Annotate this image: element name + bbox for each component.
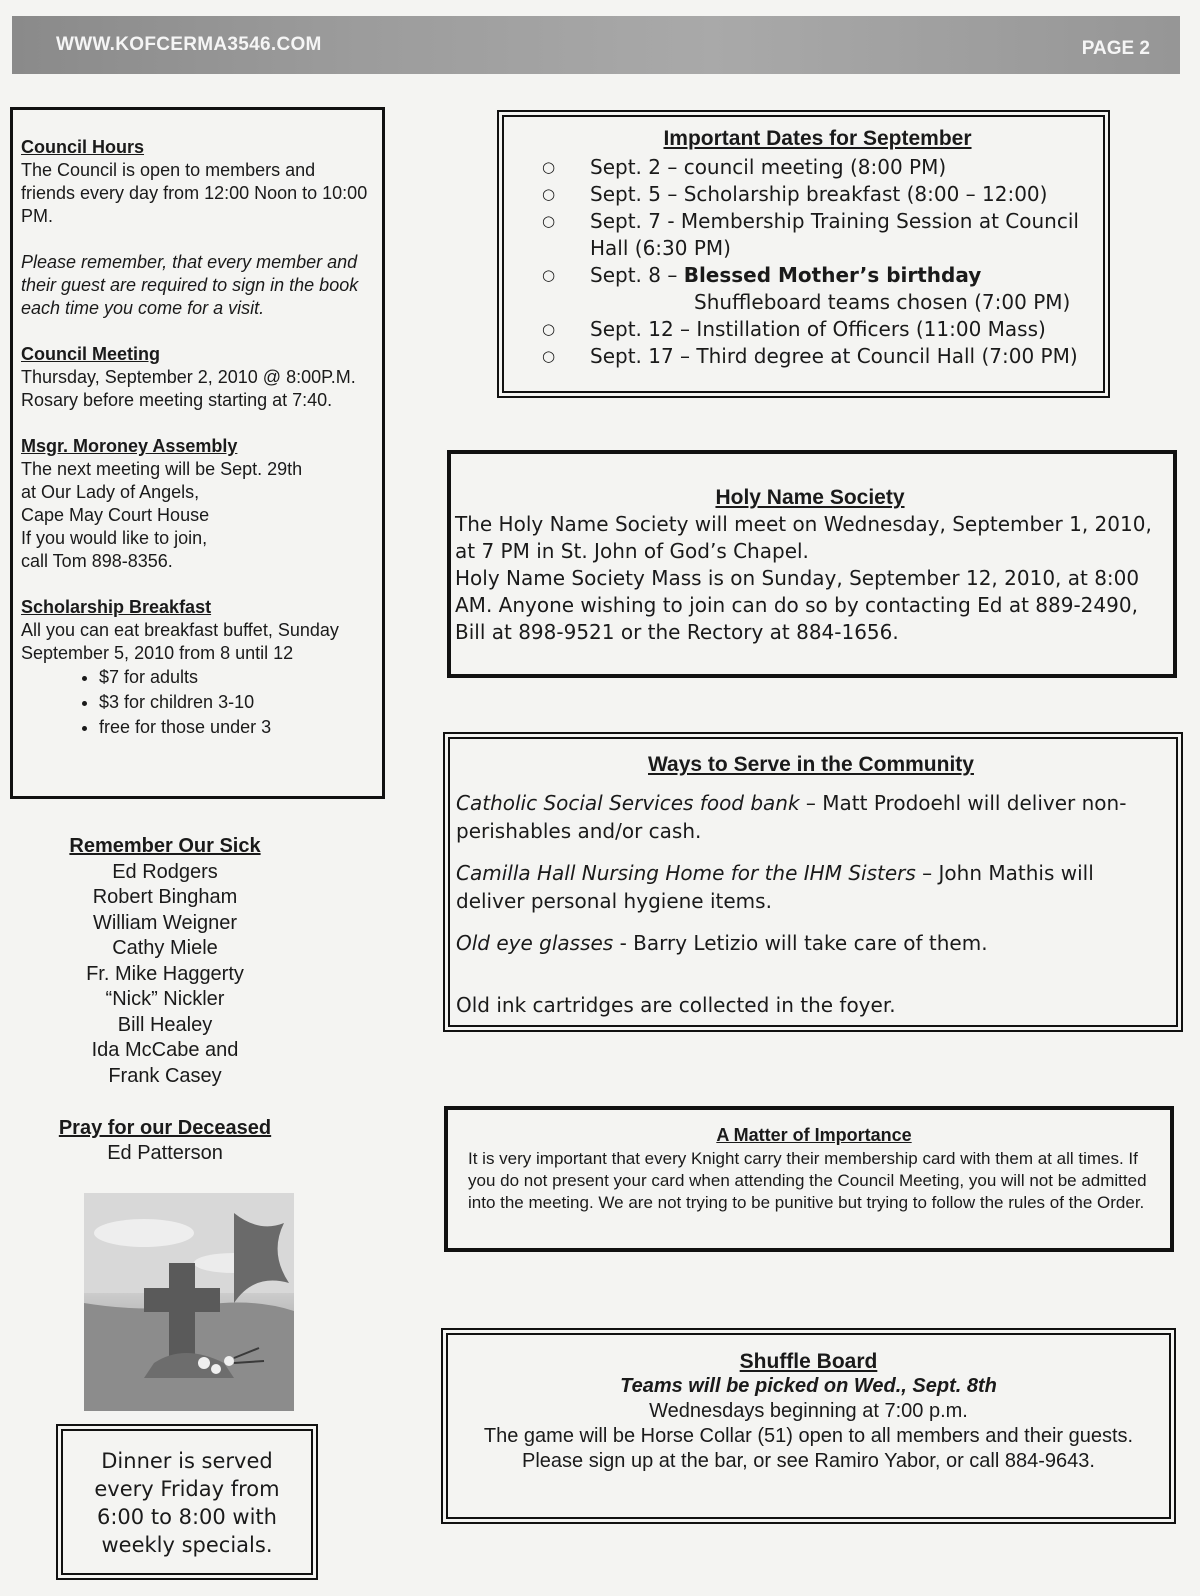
date-item [542,316,1093,343]
holy-title: Holy Name Society [715,486,905,509]
ways-item-text: – Matt Prodoehl will deliver non-perishables and/or cash. [456,791,1127,843]
date-text: Sept. 8 – [590,263,684,287]
holy-name-society-box [447,450,1177,678]
council-meeting-heading: Council Meeting [21,344,160,364]
breakfast-price-list [21,665,372,740]
price-item: • free for those under 3 [99,715,372,740]
ways-item-italic: Camilla Hall Nursing Home for the IHM Sisters [456,861,916,885]
council-hours-text: The Council is open to members and friends every day from 12:00 Noon to 10:00 PM. [21,160,368,226]
ways-item [456,929,1166,957]
page-header [12,16,1180,74]
date-text: Sept. 12 – Instillation of Officers (11:00 Mass) [590,317,1046,341]
page-number: PAGE 2 [1081,38,1150,59]
price-item: • $7 for adults [99,665,372,690]
shuffle-line: The game will be Horse Collar (51) open to all members and their guests. Please sign up at the bar, or see Ramiro Yabor, or call 884-9643. [483,1425,1134,1472]
sick-name: Ed Rodgers [112,860,218,883]
dinner-line: Dinner is served [101,1449,273,1473]
assembly-section [21,435,372,573]
cross-grave-icon [84,1193,294,1411]
council-info-box [10,107,385,799]
sign-in-note: Please remember, that every member and their guest are required to sign in the book each time you come for a visit. [21,252,359,318]
breakfast-heading: Scholarship Breakfast [21,597,212,617]
shuffle-title: Shuffle Board [739,1350,878,1373]
sick-name: Cathy Miele [112,937,218,959]
sick-name: “Nick” Nickler [105,988,225,1010]
circle-bullet-icon: ○ [542,185,556,203]
ways-item-italic: Old eye glasses [456,931,614,955]
breakfast-text: All you can eat breakfast buffet, Sunday September 5, 2010 from 8 until 12 [21,620,339,663]
date-text: Sept. 2 – council meeting (8:00 PM) [590,155,947,179]
council-meeting-rosary: Rosary before meeting starting at 7:40. [21,390,333,410]
date-item [542,208,1093,262]
date-item [542,343,1093,370]
holy-paragraph: The Holy Name Society will meet on Wednesday, September 1, 2010, at 7 PM in St. John of God’s Chapel. [455,512,1152,563]
council-hours-section [21,136,372,228]
breakfast-section [21,596,372,740]
sick-name: William Weigner [92,911,238,934]
assembly-line: call Tom 898-8356. [21,551,173,571]
dinner-line: weekly specials. [101,1533,273,1557]
website-url: WWW.KOFCERMA3546.COM [56,34,322,55]
date-item [542,181,1093,208]
deceased-list [40,1116,290,1166]
assembly-heading: Msgr. Moroney Assembly [21,436,238,456]
memorial-cross-illustration [84,1193,294,1411]
dinner-line: 6:00 to 8:00 with [97,1505,277,1529]
ways-item-text: – John Mathis will deliver personal hygiene items. [456,861,1094,913]
assembly-line: The next meeting will be Sept. 29th [21,459,303,479]
date-text: Sept. 7 - Membership Training Session at Council Hall (6:30 PM) [590,209,1079,260]
sick-name: Bill Healey [117,1013,213,1036]
deceased-name: Ed Patterson [107,1142,223,1164]
dates-title: Important Dates for September [663,127,972,150]
deceased-heading: Pray for our Deceased [58,1117,272,1139]
sick-name: Fr. Mike Haggerty [86,962,244,985]
circle-bullet-icon: ○ [542,266,556,284]
matter-text: It is very important that every Knight carry their membership card with them at all times. If you do not present your card when attending the Council Meeting, you will not be admitted into the meeting. We are not trying to be punitive but trying to follow the rules of the Order. [468,1149,1147,1212]
matter-of-importance-box [444,1106,1174,1252]
shuffle-subtitle: Teams will be picked on Wed., Sept. 8th [620,1375,997,1397]
date-subline: Shuffleboard teams chosen (7:00 PM) [694,290,1071,314]
council-hours-heading: Council Hours [21,137,145,157]
holy-paragraph: Holy Name Society Mass is on Sunday, September 12, 2010, at 8:00 AM. Anyone wishing to join can do so by contacting Ed at 889-2490, Bill at 898-9521 or the Rectory at 884-1656. [455,566,1140,644]
shuffle-line: Wednesdays beginning at 7:00 p.m. [649,1400,968,1422]
assembly-line: Cape May Court House [21,505,210,525]
council-meeting-section [21,343,372,412]
circle-bullet-icon: ○ [542,347,556,365]
ways-item [456,789,1166,845]
ways-last-item: Old ink cartridges are collected in the foyer. [456,993,896,1017]
circle-bullet-icon: ○ [542,158,556,176]
date-item [542,154,1093,181]
ways-item-italic: Catholic Social Services food bank [456,791,800,815]
date-bold-text: Blessed Mother’s birthday [683,263,982,287]
sick-name: Frank Casey [108,1064,222,1087]
sick-name: Ida McCabe and [91,1039,239,1061]
dinner-line: every Friday from [94,1477,280,1501]
assembly-line: If you would like to join, [21,528,208,548]
shuffle-board-box [441,1328,1176,1524]
sick-name: Robert Bingham [92,886,238,908]
date-text: Sept. 5 – Scholarship breakfast (8:00 – 12:00) [590,182,1048,206]
dinner-notice [56,1424,318,1580]
circle-bullet-icon: ○ [542,320,556,338]
circle-bullet-icon: ○ [542,212,556,230]
sick-list [40,834,290,1089]
assembly-line: at Our Lady of Angels, [21,482,200,502]
council-meeting-date: Thursday, September 2, 2010 @ 8:00P.M. [21,367,356,387]
price-item: • $3 for children 3-10 [99,690,372,715]
date-item [542,262,1093,289]
date-text: Sept. 17 – Third degree at Council Hall (7:00 PM) [590,344,1078,368]
ways-item [456,859,1166,915]
sick-heading: Remember Our Sick [69,835,261,857]
ways-to-serve-box [443,732,1183,1032]
important-dates-box [497,110,1110,398]
ways-title: Ways to Serve in the Community [648,753,974,776]
ways-item-text: - Barry Letizio will take care of them. [613,931,988,955]
matter-title: A Matter of Importance [716,1125,912,1145]
